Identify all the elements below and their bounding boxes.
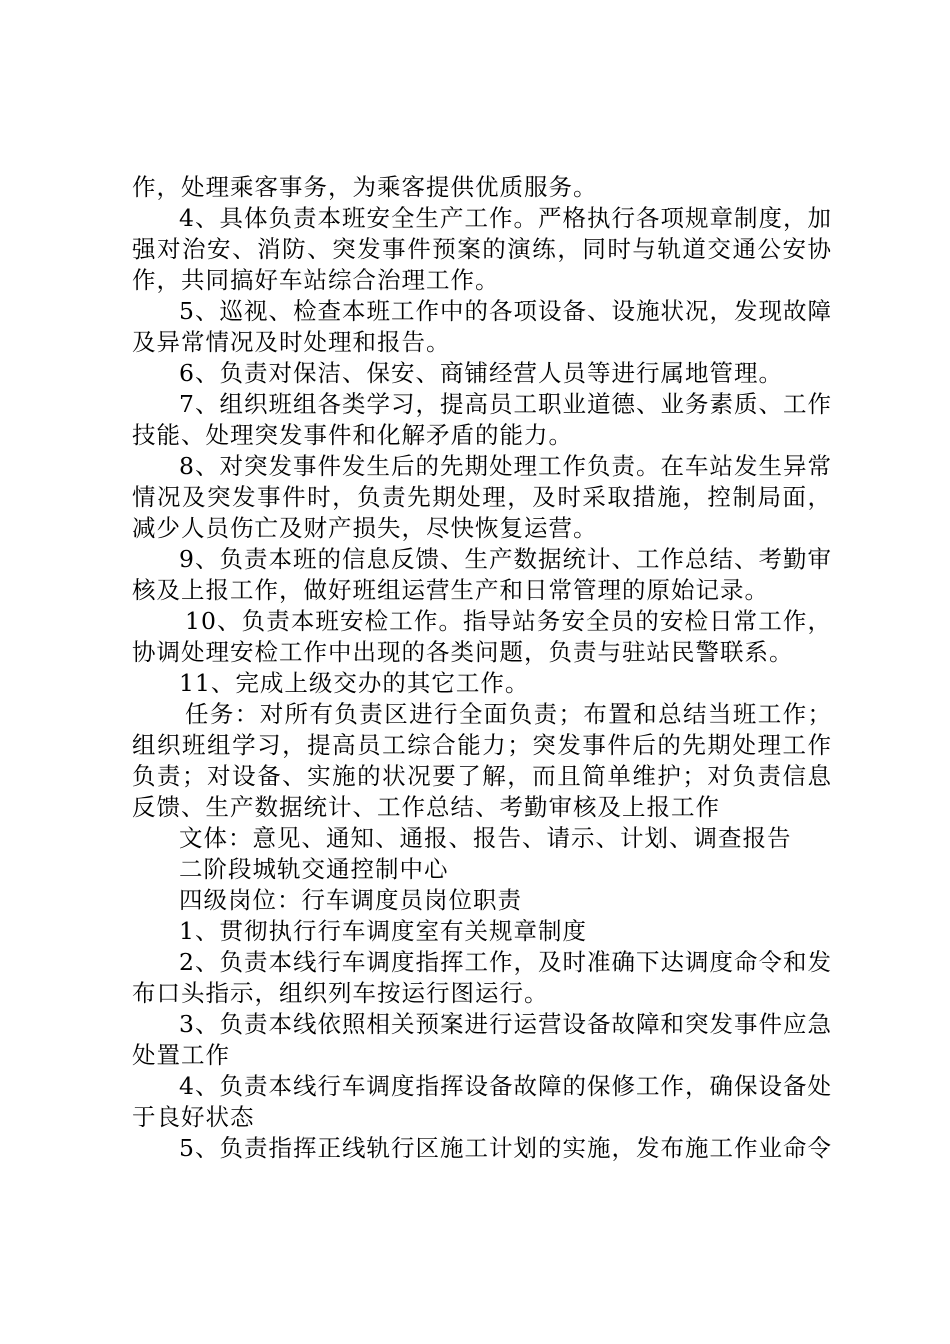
- paragraph-item-11: 11、完成上级交办的其它工作。: [179, 669, 530, 697]
- paragraph-duty-2: 2、负责本线行车调度指挥工作，及时准确下达调度命令和发布口头指示，组织列车按运行图运行。: [132, 948, 832, 1007]
- paragraph-item-8: 8、对突发事件发生后的先期处理工作负责。在车站发生异常情况及突发事件时，负责先期处理，及时采取措施，控制局面，减少人员伤亡及财产损失，尽快恢复运营。: [132, 452, 832, 542]
- paragraph-position-heading: 四级岗位：行车调度员岗位职责: [179, 886, 522, 914]
- paragraph-item-9: 9、负责本班的信息反馈、生产数据统计、工作总结、考勤审核及上报工作，做好班组运营生产和日常管理的原始记录。: [132, 545, 832, 604]
- paragraph-duty-4: 4、负责本线行车调度指挥设备故障的保修工作，确保设备处于良好状态: [132, 1072, 832, 1131]
- paragraph-item-5: 5、巡视、检查本班工作中的各项设备、设施状况，发现故障及异常情况及时处理和报告。: [132, 297, 832, 356]
- paragraph-document-types: 文体：意见、通知、通报、报告、请示、计划、调查报告: [179, 824, 792, 852]
- paragraph-duty-3: 3、负责本线依照相关预案进行运营设备故障和突发事件应急处置工作: [132, 1010, 832, 1069]
- paragraph-duty-1: 1、贯彻执行行车调度室有关规章制度: [179, 917, 587, 945]
- paragraph-item-6: 6、负责对保洁、保安、商铺经营人员等进行属地管理。: [179, 359, 783, 387]
- paragraph-item-10: 10、负责本班安检工作。指导站务安全员的安检日常工作，协调处理安检工作中出现的各类问题，负责与驻站民警联系。: [132, 607, 832, 666]
- paragraph-tasks: 任务：对所有负责区进行全面负责；布置和总结当班工作；组织班组学习，提高员工综合能力；突发事件后的先期处理工作负责；对设备、实施的状况要了解，而且简单维护；对负责信息反馈、生产数据统计、工作总结、考勤审核及上报工作: [132, 700, 832, 821]
- paragraph-continuation: 作，处理乘客事务，为乘客提供优质服务。: [132, 173, 598, 201]
- paragraph-item-4: 4、具体负责本班安全生产工作。严格执行各项规章制度，加强对治安、消防、突发事件预案的演练，同时与轨道交通公安协作，共同搞好车站综合治理工作。: [132, 204, 832, 294]
- paragraph-duty-5: 5、负责指挥正线轨行区施工计划的实施，发布施工作业命令: [179, 1134, 832, 1162]
- paragraph-stage-heading: 二阶段城轨交通控制中心: [179, 855, 449, 883]
- paragraph-item-7: 7、组织班组各类学习，提高员工职业道德、业务素质、工作技能、处理突发事件和化解矛盾的能力。: [132, 390, 832, 449]
- document-body: [132, 172, 832, 1164]
